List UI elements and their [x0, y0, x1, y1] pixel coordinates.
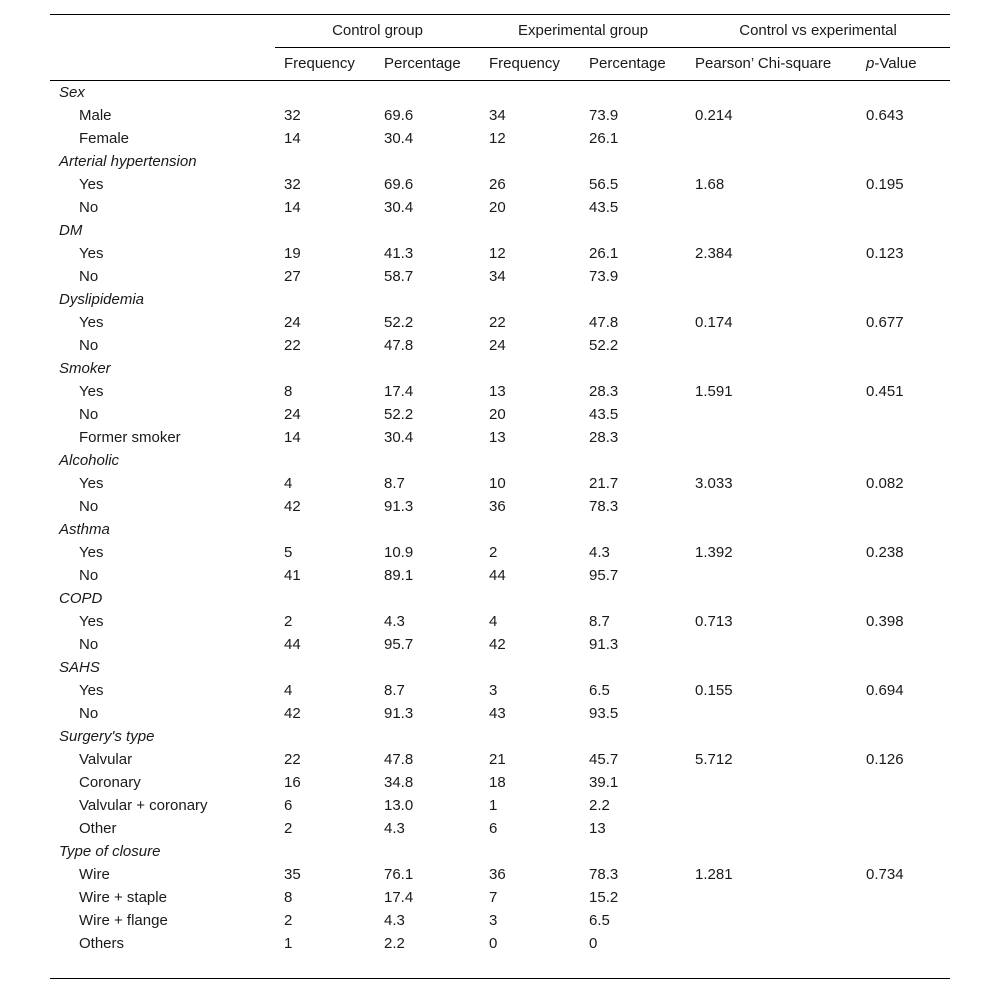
cell-control-percentage: 69.6: [384, 107, 414, 124]
cell-experimental-frequency: 22: [489, 314, 506, 331]
cell-experimental-frequency: 42: [489, 636, 506, 653]
table-row: [50, 679, 950, 702]
cell-chi-square: [686, 334, 857, 357]
table-row: [50, 633, 950, 656]
table-row: [50, 771, 950, 794]
cell-experimental-percentage: 47.8: [589, 314, 619, 331]
cell-control-percentage: 17.4: [384, 889, 414, 906]
table-row: [50, 610, 950, 633]
cell-experimental-percentage: 6.5: [589, 682, 610, 699]
row-label: Coronary: [79, 774, 141, 791]
cell-experimental-percentage: 73.9: [589, 268, 619, 285]
category-label: Asthma: [59, 521, 110, 538]
cell-control-frequency: 6: [284, 797, 293, 814]
cell-experimental-percentage: 43.5: [589, 406, 619, 423]
row-label: Female: [79, 130, 130, 147]
cell-control-frequency: 42: [284, 498, 301, 515]
cell-p-value: [857, 403, 950, 426]
cell-p-value: [857, 564, 950, 587]
cell-chi-square: [686, 794, 857, 817]
cell-control-percentage: 69.6: [384, 176, 414, 193]
cell-p-value: [857, 334, 950, 357]
cell-control-percentage: 47.8: [384, 337, 414, 354]
table-row: [50, 104, 950, 127]
cell-chi-square: [686, 909, 857, 932]
cell-experimental-percentage: 78.3: [589, 498, 619, 515]
cell-experimental-percentage: 2.2: [589, 797, 610, 814]
row-label: Yes: [79, 544, 104, 561]
cell-chi-square: [686, 403, 857, 426]
cell-experimental-percentage: 43.5: [589, 199, 619, 216]
table-row: [50, 817, 950, 840]
cell-experimental-frequency: 24: [489, 337, 506, 354]
p-rest: -Value: [874, 55, 917, 72]
characteristics-table: [50, 14, 950, 979]
cell-chi-square: [686, 564, 857, 587]
row-label: No: [79, 199, 99, 216]
p-italic: p: [866, 55, 875, 72]
cell-experimental-percentage: 8.7: [589, 613, 610, 630]
cell-p-value: [857, 886, 950, 909]
cell-p-value: [857, 633, 950, 656]
cell-control-frequency: 27: [284, 268, 301, 285]
category-label: Alcoholic: [59, 452, 120, 469]
cell-p-value: [857, 127, 950, 150]
cell-chi-square: [686, 495, 857, 518]
cell-control-frequency: 1: [284, 935, 293, 952]
header-blank: [50, 15, 275, 48]
cell-p-value: [857, 771, 950, 794]
cell-chi-square: 1.591: [695, 383, 733, 400]
cell-experimental-frequency: 12: [489, 245, 506, 262]
cell-chi-square: 1.68: [695, 176, 725, 193]
cell-control-frequency: 2: [284, 820, 293, 837]
category-row: [50, 840, 950, 863]
cell-experimental-percentage: 28.3: [589, 429, 619, 446]
category-label: COPD: [59, 590, 103, 607]
cell-control-frequency: 14: [284, 429, 301, 446]
cell-p-value: 0.643: [866, 107, 904, 124]
category-row: [50, 518, 950, 541]
cell-p-value: [857, 196, 950, 219]
cell-control-frequency: 42: [284, 705, 301, 722]
table-row: [50, 909, 950, 932]
cell-p-value: 0.195: [866, 176, 904, 193]
category-row: [50, 357, 950, 380]
cell-p-value: [857, 702, 950, 725]
cell-chi-square: [686, 426, 857, 449]
row-label: Valvular: [79, 751, 133, 768]
cell-control-percentage: 30.4: [384, 199, 414, 216]
cell-experimental-percentage: 13: [589, 820, 606, 837]
row-label: Yes: [79, 245, 104, 262]
cell-experimental-frequency: 7: [489, 889, 498, 906]
cell-p-value: [857, 495, 950, 518]
cell-p-value: [857, 265, 950, 288]
header-experimental-group: Experimental group: [480, 15, 686, 48]
cell-chi-square: 1.392: [695, 544, 733, 561]
cell-control-percentage: 91.3: [384, 705, 414, 722]
category-label: Sex: [59, 84, 85, 101]
cell-control-frequency: 4: [284, 682, 293, 699]
category-row: [50, 449, 950, 472]
cell-chi-square: 3.033: [695, 475, 733, 492]
table-row: [50, 794, 950, 817]
cell-experimental-frequency: 43: [489, 705, 506, 722]
cell-control-percentage: 17.4: [384, 383, 414, 400]
cell-control-frequency: 19: [284, 245, 301, 262]
table-row: [50, 265, 950, 288]
cell-control-percentage: 52.2: [384, 314, 414, 331]
cell-experimental-frequency: 18: [489, 774, 506, 791]
cell-p-value: [857, 426, 950, 449]
cell-control-frequency: 22: [284, 337, 301, 354]
cell-control-percentage: 58.7: [384, 268, 414, 285]
cell-control-frequency: 8: [284, 889, 293, 906]
col-control-percentage: Percentage: [384, 55, 461, 72]
row-label: Yes: [79, 314, 104, 331]
table-row: [50, 334, 950, 357]
cell-experimental-frequency: 0: [489, 935, 498, 952]
cell-control-percentage: 13.0: [384, 797, 414, 814]
header-control-group: Control group: [275, 15, 480, 48]
cell-p-value: [857, 817, 950, 840]
cell-experimental-frequency: 13: [489, 383, 506, 400]
cell-chi-square: [686, 817, 857, 840]
row-label: Yes: [79, 682, 104, 699]
cell-control-percentage: 47.8: [384, 751, 414, 768]
cell-control-frequency: 41: [284, 567, 301, 584]
cell-control-percentage: 2.2: [384, 935, 405, 952]
row-label: No: [79, 268, 99, 285]
col-experimental-percentage: Percentage: [589, 55, 666, 72]
row-label: Valvular + coronary: [79, 797, 208, 814]
cell-control-percentage: 4.3: [384, 820, 405, 837]
cell-control-percentage: 76.1: [384, 866, 414, 883]
category-label: DM: [59, 222, 83, 239]
cell-experimental-percentage: 78.3: [589, 866, 619, 883]
cell-experimental-percentage: 15.2: [589, 889, 619, 906]
category-label: SAHS: [59, 659, 100, 676]
cell-experimental-frequency: 3: [489, 682, 498, 699]
table-row: [50, 541, 950, 564]
header-blank-2: [50, 48, 275, 81]
category-label: Arterial hypertension: [59, 153, 197, 170]
category-label: Smoker: [59, 360, 111, 377]
cell-experimental-percentage: 73.9: [589, 107, 619, 124]
row-label: No: [79, 567, 99, 584]
cell-control-frequency: 14: [284, 199, 301, 216]
category-label: Type of closure: [59, 843, 161, 860]
cell-p-value: 0.694: [866, 682, 904, 699]
cell-experimental-frequency: 34: [489, 107, 506, 124]
cell-control-frequency: 32: [284, 107, 301, 124]
cell-control-percentage: 41.3: [384, 245, 414, 262]
cell-p-value: [857, 794, 950, 817]
row-label: Yes: [79, 475, 104, 492]
cell-control-frequency: 24: [284, 314, 301, 331]
col-experimental-frequency: Frequency: [489, 55, 560, 72]
cell-control-frequency: 32: [284, 176, 301, 193]
cell-experimental-percentage: 91.3: [589, 636, 619, 653]
header-comparison: Control vs experimental: [686, 15, 950, 48]
row-label: Yes: [79, 176, 104, 193]
cell-control-frequency: 24: [284, 406, 301, 423]
cell-control-frequency: 8: [284, 383, 293, 400]
table-row: [50, 702, 950, 725]
row-label: Wire: [79, 866, 110, 883]
cell-p-value: 0.123: [866, 245, 904, 262]
table-row: [50, 403, 950, 426]
category-row: [50, 81, 950, 105]
cell-control-frequency: 2: [284, 613, 293, 630]
cell-p-value: 0.082: [866, 475, 904, 492]
category-label: Dyslipidemia: [59, 291, 145, 308]
cell-chi-square: [686, 127, 857, 150]
cell-p-value: 0.677: [866, 314, 904, 331]
cell-p-value: [857, 909, 950, 932]
table-row: [50, 196, 950, 219]
cell-chi-square: [686, 771, 857, 794]
row-label: Male: [79, 107, 112, 124]
cell-experimental-frequency: 44: [489, 567, 506, 584]
row-label: No: [79, 406, 99, 423]
row-label: No: [79, 498, 99, 515]
table-header: [50, 15, 950, 81]
table-row: [50, 127, 950, 150]
cell-chi-square: [686, 702, 857, 725]
cell-chi-square: 1.281: [695, 866, 733, 883]
cell-control-percentage: 8.7: [384, 682, 405, 699]
category-row: [50, 725, 950, 748]
row-label: No: [79, 636, 99, 653]
table-row: [50, 748, 950, 771]
col-chi-square: Pearson’ Chi-square: [695, 55, 832, 72]
cell-control-frequency: 16: [284, 774, 301, 791]
cell-control-frequency: 4: [284, 475, 293, 492]
table-row: [50, 311, 950, 334]
bottom-spacer-cell: [50, 955, 950, 979]
cell-chi-square: [686, 886, 857, 909]
table-row: [50, 863, 950, 886]
cell-chi-square: [686, 932, 857, 955]
cell-control-percentage: 95.7: [384, 636, 414, 653]
table-body: [50, 81, 950, 979]
cell-experimental-percentage: 0: [589, 935, 598, 952]
cell-chi-square: 0.155: [695, 682, 733, 699]
category-row: [50, 587, 950, 610]
cell-chi-square: 5.712: [695, 751, 733, 768]
row-label: No: [79, 337, 99, 354]
cell-experimental-frequency: 36: [489, 498, 506, 515]
cell-control-frequency: 2: [284, 912, 293, 929]
cell-chi-square: [686, 265, 857, 288]
row-label: Wire + flange: [79, 912, 168, 929]
cell-control-percentage: 30.4: [384, 429, 414, 446]
table-row: [50, 426, 950, 449]
row-label: Others: [79, 935, 125, 952]
cell-chi-square: [686, 196, 857, 219]
cell-chi-square: 0.713: [695, 613, 733, 630]
table-row: [50, 472, 950, 495]
cell-control-percentage: 30.4: [384, 130, 414, 147]
cell-p-value: 0.734: [866, 866, 904, 883]
cell-experimental-frequency: 21: [489, 751, 506, 768]
cell-experimental-percentage: 52.2: [589, 337, 619, 354]
cell-control-percentage: 4.3: [384, 613, 405, 630]
cell-chi-square: 0.214: [695, 107, 733, 124]
cell-experimental-percentage: 4.3: [589, 544, 610, 561]
cell-control-percentage: 34.8: [384, 774, 414, 791]
cell-p-value: 0.126: [866, 751, 904, 768]
row-label: Other: [79, 820, 117, 837]
col-control-frequency: Frequency: [284, 55, 355, 72]
cell-experimental-frequency: 6: [489, 820, 498, 837]
table-row: [50, 564, 950, 587]
category-label: Surgery's type: [59, 728, 155, 745]
cell-control-percentage: 10.9: [384, 544, 414, 561]
cell-experimental-frequency: 36: [489, 866, 506, 883]
cell-chi-square: 2.384: [695, 245, 733, 262]
table-row: [50, 495, 950, 518]
cell-experimental-frequency: 2: [489, 544, 498, 561]
cell-p-value: 0.398: [866, 613, 904, 630]
cell-experimental-percentage: 21.7: [589, 475, 619, 492]
table-row: [50, 932, 950, 955]
cell-p-value: [857, 932, 950, 955]
cell-control-percentage: 52.2: [384, 406, 414, 423]
cell-control-frequency: 35: [284, 866, 301, 883]
row-label: Former smoker: [79, 429, 181, 446]
category-row: [50, 288, 950, 311]
cell-experimental-percentage: 45.7: [589, 751, 619, 768]
cell-experimental-percentage: 93.5: [589, 705, 619, 722]
cell-experimental-percentage: 6.5: [589, 912, 610, 929]
table-row: [50, 886, 950, 909]
cell-experimental-percentage: 56.5: [589, 176, 619, 193]
cell-control-frequency: 14: [284, 130, 301, 147]
cell-p-value: 0.238: [866, 544, 904, 561]
category-row: [50, 150, 950, 173]
category-row: [50, 219, 950, 242]
row-label: No: [79, 705, 99, 722]
category-row: [50, 656, 950, 679]
cell-experimental-percentage: 39.1: [589, 774, 619, 791]
cell-experimental-frequency: 34: [489, 268, 506, 285]
cell-experimental-frequency: 26: [489, 176, 506, 193]
table-row: [50, 173, 950, 196]
cell-experimental-frequency: 20: [489, 406, 506, 423]
table-row: [50, 380, 950, 403]
col-p-value: [857, 48, 950, 81]
table-row: [50, 242, 950, 265]
cell-experimental-frequency: 3: [489, 912, 498, 929]
row-label: Wire + staple: [79, 889, 167, 906]
cell-control-percentage: 89.1: [384, 567, 414, 584]
cell-experimental-frequency: 1: [489, 797, 498, 814]
cell-experimental-frequency: 4: [489, 613, 498, 630]
cell-experimental-frequency: 20: [489, 199, 506, 216]
row-label: Yes: [79, 383, 104, 400]
cell-control-percentage: 4.3: [384, 912, 405, 929]
cell-control-frequency: 44: [284, 636, 301, 653]
cell-experimental-frequency: 10: [489, 475, 506, 492]
cell-experimental-frequency: 12: [489, 130, 506, 147]
row-label: Yes: [79, 613, 104, 630]
cell-control-percentage: 8.7: [384, 475, 405, 492]
cell-chi-square: [686, 633, 857, 656]
cell-control-frequency: 5: [284, 544, 293, 561]
cell-experimental-percentage: 95.7: [589, 567, 619, 584]
cell-experimental-frequency: 13: [489, 429, 506, 446]
cell-experimental-percentage: 26.1: [589, 130, 619, 147]
cell-experimental-percentage: 26.1: [589, 245, 619, 262]
cell-chi-square: 0.174: [695, 314, 733, 331]
cell-p-value: 0.451: [866, 383, 904, 400]
cell-experimental-percentage: 28.3: [589, 383, 619, 400]
cell-control-percentage: 91.3: [384, 498, 414, 515]
cell-control-frequency: 22: [284, 751, 301, 768]
bottom-spacer: [50, 955, 950, 979]
